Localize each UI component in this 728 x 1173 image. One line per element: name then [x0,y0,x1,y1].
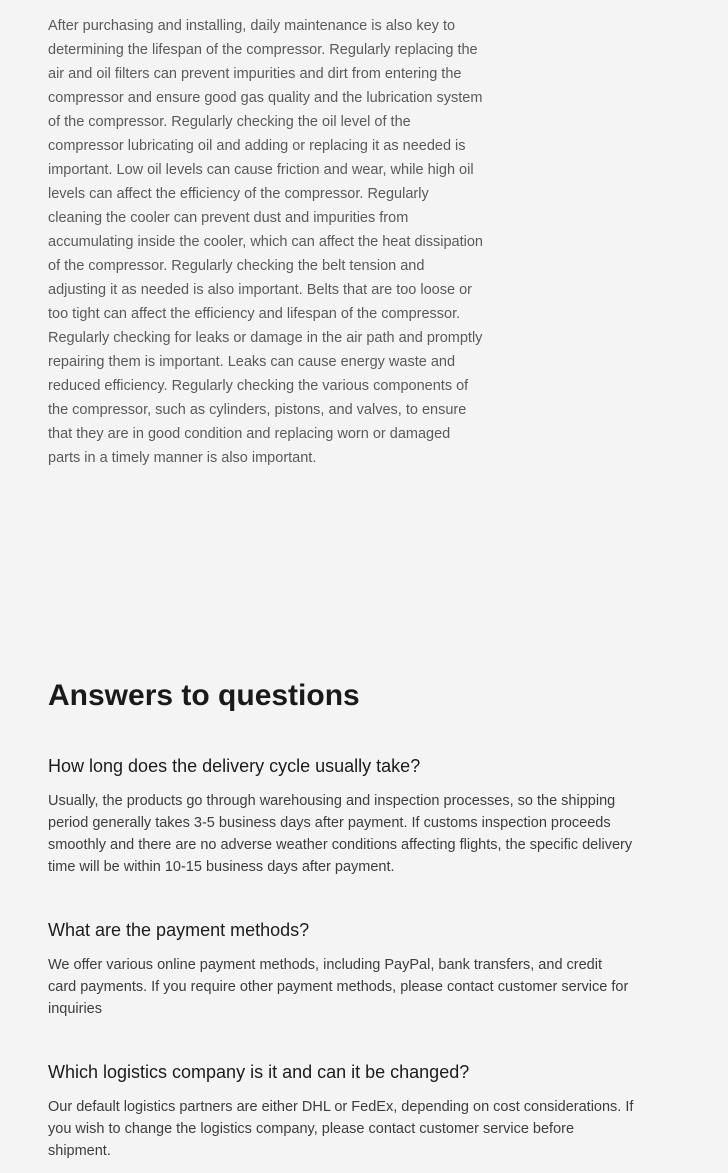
faq-question-payment-methods: What are the payment methods? [48,920,310,940]
faq-answer-logistics-company: Our default logistics partners are either DHL or FedEx, depending on cost considerations. If you wish to change the logistics company, please contact customer service before shipment. [48,1099,634,1159]
faq-question-logistics-company: Which logistics company is it and can it be changed? [48,1062,470,1082]
faq-item-delivery-cycle [48,754,728,878]
maintenance-section [48,14,728,470]
faq-item-logistics-company [48,1060,728,1162]
faq-question-delivery-cycle: How long does the delivery cycle usually take? [48,756,421,776]
faq-title: Answers to questions [48,679,360,712]
faq-answer-payment-methods: We offer various online payment methods, including PayPal, bank transfers, and credit card payments. If you require other payment methods, please contact customer service for inquiries [48,957,629,1017]
faq-item-payment-methods [48,918,728,1020]
faq-section [48,678,728,1162]
faq-answer-delivery-cycle: Usually, the products go through warehousing and inspection processes, so the shipping period generally takes 3-5 business days after payment. If customs inspection proceeds smoothly and there are no adverse weather conditions affecting flights, the specific delivery time will be within 10-15 business days after payment. [48,793,633,875]
maintenance-paragraph: After purchasing and installing, daily maintenance is also key to determining the lifespan of the compressor. Regularly replacing the air and oil filters can prevent impurities and dirt from entering the compressor and ensure good gas quality and the lubrication system of the compressor. Regularly checking the oil level of the compressor lubricating oil and adding or replacing it as needed is important. Low oil levels can cause friction and wear, while high oil levels can affect the efficiency of the compressor. Regularly cleaning the cooler can prevent dust and impurities from accumulating inside the cooler, which can affect the heat dissipation of the compressor. Regularly checking the belt tension and adjusting it as needed is also important. Belts that are too loose or too tight can affect the efficiency and lifespan of the compressor. Regularly checking for leaks or damage in the air path and promptly repairing them is important. Leaks can cause energy waste and reduced efficiency. Regularly checking the various components of the compressor, such as cylinders, pistons, and valves, to ensure that they are in good condition and replacing worn or damaged parts in a timely manner is also important. [48,18,483,466]
